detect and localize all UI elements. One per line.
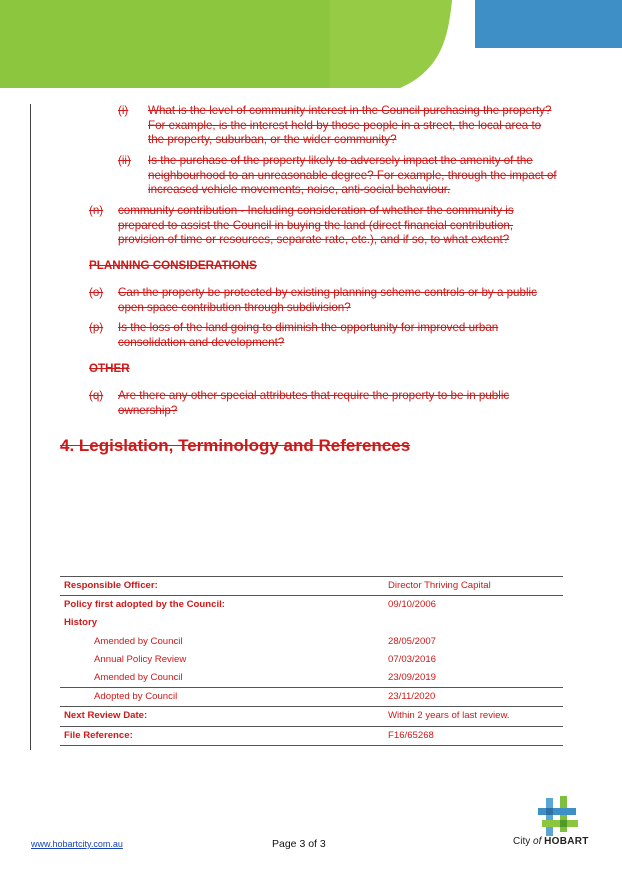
item-i-label: (i) — [118, 104, 129, 117]
item-o-text: Can the property be protected by existing planning scheme controls or by a public open space contribution through subdivision? — [118, 286, 537, 314]
table-row — [60, 651, 563, 669]
history-entry-label: Amended by Council — [94, 671, 183, 683]
item-n-text: community contribution - Including consideration of whether the community is prepared to assist the Council in buying the land (direct financial contribution, provision of time or resources, separate rate, etc.), and if so, to what extent? — [118, 204, 514, 247]
history-entry-date: 28/05/2007 — [388, 635, 437, 647]
item-ii-text: Is the purchase of the property likely to adversely impact the amenity of the neighbourhood to an unreasonable degree? For example, through the impact of increased vehicle movements, noise, anti-social behaviour. — [148, 154, 557, 197]
table-row — [60, 688, 563, 707]
item-o-label: (o) — [89, 286, 104, 299]
logo-wordmark — [513, 836, 589, 847]
policy-info-table — [60, 576, 563, 746]
file-reference-value: F16/65268 — [388, 729, 434, 741]
file-reference-label: File Reference: — [64, 729, 133, 741]
page-number: Page 3 of 3 — [272, 838, 326, 850]
website-link[interactable]: www.hobartcity.com.au — [31, 839, 123, 849]
history-entry-date: 07/03/2016 — [388, 653, 437, 665]
history-entry-date: 23/09/2019 — [388, 671, 437, 683]
logo-of: of — [533, 836, 542, 847]
section-4-heading: 4. Legislation, Terminology and References — [60, 436, 411, 455]
change-bar — [30, 104, 31, 750]
item-p-label: (p) — [89, 321, 104, 334]
responsible-officer-value: Director Thriving Capital — [388, 580, 491, 591]
history-entry-date: 23/11/2020 — [388, 691, 436, 703]
item-n-label: (n) — [89, 204, 104, 217]
next-review-label: Next Review Date: — [64, 710, 148, 722]
planning-heading: PLANNING CONSIDERATIONS — [89, 259, 257, 272]
history-entry-label: Adopted by Council — [94, 691, 178, 703]
table-row — [60, 596, 563, 614]
other-heading: OTHER — [89, 362, 130, 375]
table-row — [60, 576, 563, 596]
header-banner — [0, 0, 622, 90]
item-i-text: What is the level of community interest in the Council purchasing the property? For example, is the interest held by those people in a street, the local area to the property, suburban, or the wider community? — [148, 104, 552, 147]
logo-city: City — [513, 836, 531, 847]
next-review-value: Within 2 years of last review. — [388, 710, 510, 722]
table-row — [60, 633, 563, 651]
item-q-text: Are there any other special attributes that require the property to be in public ownership? — [118, 389, 510, 417]
first-adopted-value: 09/10/2006 — [388, 599, 437, 611]
responsible-officer-label: Responsible Officer: — [64, 580, 158, 591]
item-ii-label: (ii) — [118, 154, 131, 167]
history-entry-label: Annual Policy Review — [94, 653, 187, 665]
item-q-label: (q) — [89, 389, 104, 402]
logo-hobart: HOBART — [544, 836, 589, 847]
table-row — [60, 669, 563, 688]
item-p-text: Is the loss of the land going to diminish the opportunity for improved urban consolidation and development? — [118, 321, 499, 349]
table-row — [60, 727, 563, 746]
history-entry-label: Amended by Council — [94, 635, 183, 647]
table-row — [60, 614, 563, 632]
table-row — [60, 707, 563, 726]
history-label: History — [64, 617, 98, 629]
first-adopted-label: Policy first adopted by the Council: — [64, 599, 225, 611]
